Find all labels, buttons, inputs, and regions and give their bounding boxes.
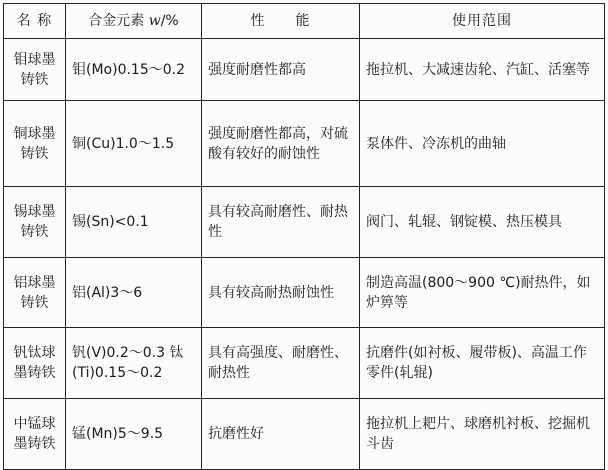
table-row bbox=[4, 399, 605, 470]
row-performance: 强度耐磨性都高，对硫酸有较好的耐蚀性 bbox=[202, 101, 360, 187]
row-performance: 具有较高耐磨性、耐热性 bbox=[202, 187, 360, 258]
row-performance: 强度耐磨性都高 bbox=[202, 39, 360, 101]
table-row bbox=[4, 101, 605, 187]
row-performance: 具有较高耐热耐蚀性 bbox=[202, 258, 360, 328]
row-performance: 具有高强度、耐磨性、耐热性 bbox=[202, 328, 360, 399]
header-alloy-element-prefix: 合金元素 bbox=[88, 13, 149, 29]
row-application: 抗磨件(如衬板、履带板)、高温工作零件(轧辊) bbox=[360, 328, 605, 399]
row-application: 拖拉机、大减速齿轮、汽缸、活塞等 bbox=[360, 39, 605, 101]
table-header-row bbox=[4, 4, 605, 39]
header-application: 使用范围 bbox=[360, 4, 605, 39]
table-row bbox=[4, 187, 605, 258]
row-application: 泵体件、冷冻机的曲轴 bbox=[360, 101, 605, 187]
row-application: 制造高温(800～900 ℃)耐热件，如炉箅等 bbox=[360, 258, 605, 328]
row-name: 锡球墨铸铁 bbox=[4, 187, 66, 258]
row-name: 钼球墨铸铁 bbox=[4, 39, 66, 101]
alloy-ductile-iron-table bbox=[3, 3, 605, 470]
row-performance: 抗磨性好 bbox=[202, 399, 360, 470]
header-name: 名 称 bbox=[4, 4, 66, 39]
table-row bbox=[4, 258, 605, 328]
row-name: 铝球墨铸铁 bbox=[4, 258, 66, 328]
header-alloy-element-symbol: w bbox=[148, 13, 161, 29]
header-alloy-element-suffix: /% bbox=[160, 13, 179, 29]
table-row bbox=[4, 328, 605, 399]
row-alloy-element: 钒(V)0.2～0.3 钛(Ti)0.15～0.2 bbox=[66, 328, 202, 399]
header-alloy-element bbox=[66, 4, 202, 39]
row-alloy-element: 铜(Cu)1.0～1.5 bbox=[66, 101, 202, 187]
row-application: 阀门、轧辊、钢锭模、热压模具 bbox=[360, 187, 605, 258]
row-application: 拖拉机上耙片、球磨机衬板、挖掘机斗齿 bbox=[360, 399, 605, 470]
row-name: 铜球墨铸铁 bbox=[4, 101, 66, 187]
header-performance: 性 能 bbox=[202, 4, 360, 39]
row-alloy-element: 锰(Mn)5～9.5 bbox=[66, 399, 202, 470]
table-row bbox=[4, 39, 605, 101]
row-name: 钒钛球墨铸铁 bbox=[4, 328, 66, 399]
row-alloy-element: 铝(Al)3～6 bbox=[66, 258, 202, 328]
row-alloy-element: 锡(Sn)<0.1 bbox=[66, 187, 202, 258]
row-alloy-element: 钼(Mo)0.15～0.2 bbox=[66, 39, 202, 101]
row-name: 中锰球墨铸铁 bbox=[4, 399, 66, 470]
